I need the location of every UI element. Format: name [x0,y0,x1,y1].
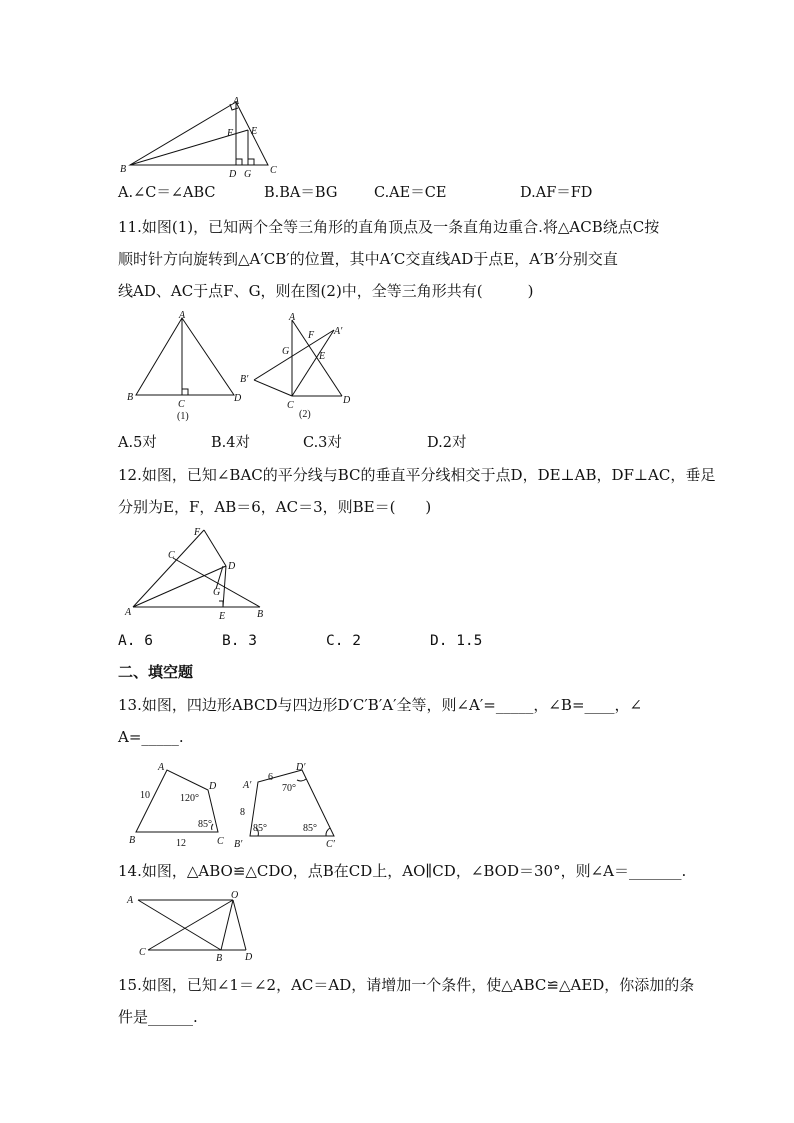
q11-fig2-label-b-prime: B′ [240,374,249,385]
q12-label-g: G [213,587,221,598]
q12-label-d: D [228,561,236,572]
q13-label-a: A [158,762,165,773]
q10-label-c: C [270,165,277,176]
q10-label-d: D [229,169,237,180]
q10-option-c: C.AE＝CE [374,185,447,201]
q12-label-e: E [219,611,226,622]
q14-label-d: D [245,952,253,963]
q10-label-f: F [227,128,234,139]
q10-label-e: E [251,126,258,137]
q11-fig2-caption: (2) [299,409,311,420]
q10-label-g: G [244,169,252,180]
q14-line-1: 14.如图，△ABO≌△CDO，点B在CD上，AO∥CD，∠BOD＝30°，则∠A＝_______. [118,862,687,880]
q11-line-1: 11.如图(1)，已知两个全等三角形的直角顶点及一条直角边重合.将△ACB绕点C按 [118,218,660,236]
q13-len-bc: 12 [176,838,186,849]
q14-label-c: C [139,947,146,958]
q12-figure [118,522,278,622]
q11-option-d: D.2对 [427,435,467,451]
q12-option-c: C. 2 [326,633,361,649]
q10-option-a: A.∠C＝∠ABC [118,185,216,201]
q14-figure [118,888,268,968]
q13-len-ad: 6 [268,772,273,783]
q10-option-d: D.AF＝FD [520,185,593,201]
q13-ang-d: 120° [180,793,199,804]
q13-figure [122,754,348,850]
q11-fig1-label-a: A [179,310,186,321]
q12-label-a: A [125,607,132,618]
q13-label-c-prime: C′ [326,839,335,850]
q11-fig1-label-c: C [178,399,185,410]
q11-fig1-label-d: D [234,393,242,404]
q10-figure [118,94,278,180]
q12-option-b: B. 3 [222,633,257,649]
q12-option-a: A. 6 [118,633,153,649]
q13-line-1: 13.如图，四边形ABCD与四边形D′C′B′A′全等，则∠A′=_____，∠B=____，∠ [118,696,643,714]
q11-line-3: 线AD、AC于点F、G，则在图(2)中，全等三角形共有( ) [118,282,534,300]
q11-fig2-label-a-prime: A′ [334,326,343,337]
q11-line-2: 顺时针方向旋转到△A′CB′的位置，其中A′C交直线AD于点E，A′B′分别交直 [118,250,618,268]
q13-len-ab: 10 [140,790,150,801]
q12-label-c: C [168,550,175,561]
q15-line-2: 件是______. [118,1008,198,1026]
q13-label-b-prime: B′ [234,839,243,850]
section-title-fill-in: 二、填空题 [118,663,194,681]
q11-fig2-label-d: D [343,395,351,406]
q13-label-d-prime: D′ [296,762,306,773]
q13-label-c: C [217,836,224,847]
q13-ang-d-prime: 70° [282,783,296,794]
q13-len-ab-prime: 8 [240,807,245,818]
q10-label-b: B [120,164,127,175]
q14-label-a: A [127,895,134,906]
q12-line-2: 分别为E，F，AB＝6，AC＝3，则BE＝( ) [118,498,432,516]
q11-figure-2 [238,308,362,424]
q13-line-2: A=_____. [118,728,184,746]
q12-line-1: 12.如图，已知∠BAC的平分线与BC的垂直平分线相交于点D，DE⊥AB，DF⊥AC，垂足 [118,466,716,484]
q13-ang-c: 85° [198,819,212,830]
q13-ang-c-prime: 85° [303,823,317,834]
q10-label-a: A [233,96,240,107]
q13-label-b: B [129,835,136,846]
q13-label-a-prime: A′ [243,780,252,791]
q14-label-b: B [216,953,223,964]
q12-label-f: F [194,527,201,538]
q11-fig1-caption: (1) [177,411,189,422]
q13-ang-b-prime: 85° [253,823,267,834]
q13-label-d: D [209,781,217,792]
q11-fig1-label-b: B [127,392,134,403]
q11-fig2-label-f: F [308,330,315,341]
q11-option-c: C.3对 [303,435,342,451]
q11-fig2-label-g: G [282,346,290,357]
q10-option-b: B.BA＝BG [264,185,338,201]
q11-option-a: A.5对 [118,435,157,451]
q11-option-b: B.4对 [211,435,250,451]
q15-line-1: 15.如图，已知∠1＝∠2，AC＝AD，请增加一个条件，使△ABC≌△AED，你添加的条 [118,976,695,994]
q11-fig2-label-e: E [319,351,326,362]
q11-fig2-label-a: A [289,312,296,323]
q12-label-b: B [257,609,264,620]
q11-figure-1 [124,308,248,424]
q11-fig2-label-c: C [287,400,294,411]
q14-label-o: O [231,890,239,901]
q12-option-d: D. 1.5 [430,633,483,649]
